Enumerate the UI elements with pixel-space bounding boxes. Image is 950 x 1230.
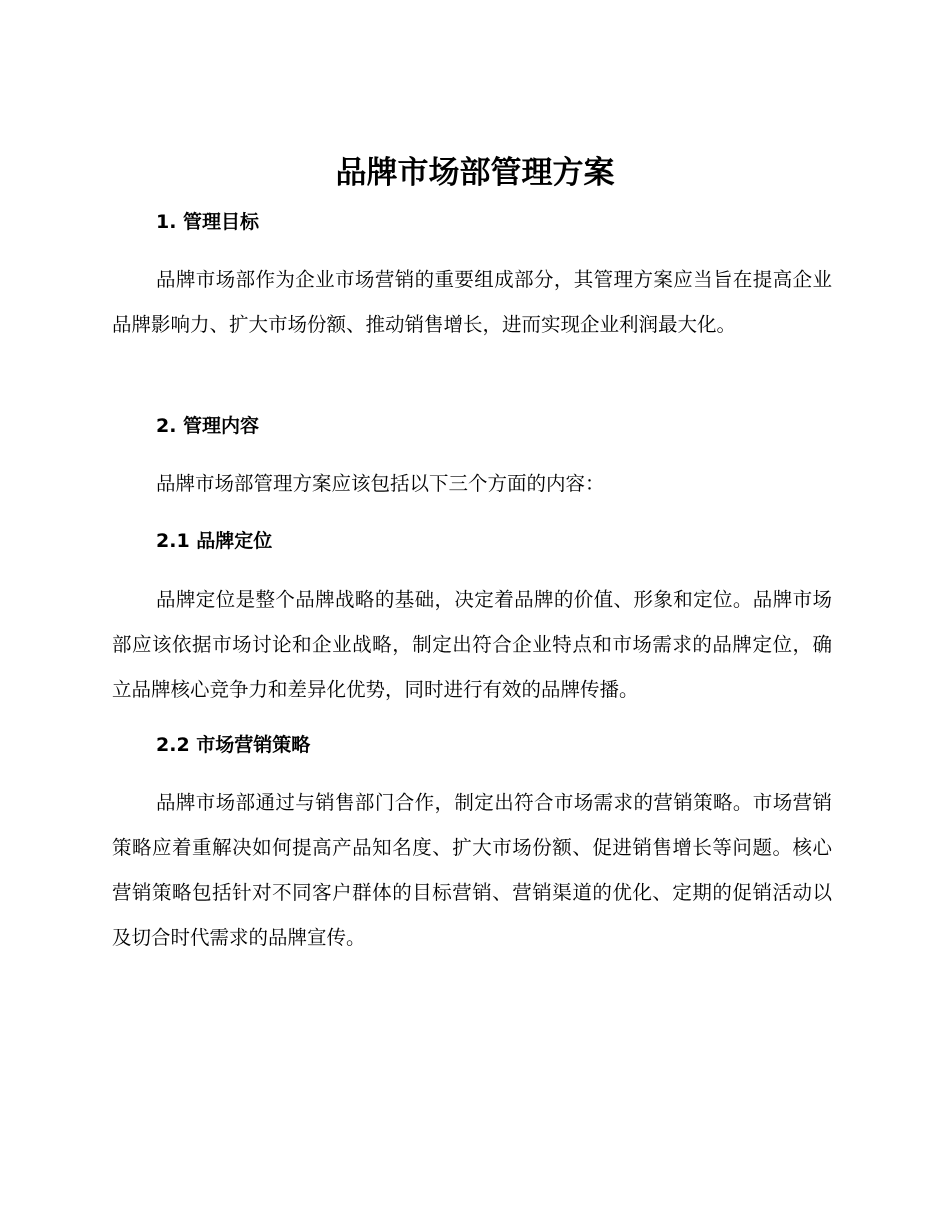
document-title: 品牌市场部管理方案 (335, 155, 615, 191)
section-paragraph-marketing-strategy: 品牌市场部通过与销售部门合作，制定出符合市场需求的营销策略。市场营销策略应着重解决如何提高产品知名度、扩大市场份额、促进销售增长等问题。核心营销策略包括针对不同客户群体的目标营销、营销渠道的优化、定期的促销活动以及切合时代需求的品牌宣传。 (112, 791, 832, 949)
section-paragraph-management-content: 品牌市场部管理方案应该包括以下三个方面的内容： (156, 472, 605, 495)
section-heading-marketing-strategy: 2.2 市场营销策略 (156, 734, 311, 756)
section-paragraph-brand-positioning: 品牌定位是整个品牌战略的基础，决定着品牌的价值、形象和定位。品牌市场部应该依据市场讨论和企业战略，制定出符合企业特点和市场需求的品牌定位，确立品牌核心竞争力和差异化优势，同时进行有效的品牌传播。 (112, 588, 832, 701)
section-heading-brand-positioning: 2.1 品牌定位 (156, 530, 273, 552)
section-paragraph-management-goal: 品牌市场部作为企业市场营销的重要组成部分，其管理方案应当旨在提高企业品牌影响力、扩大市场份额、推动销售增长，进而实现企业利润最大化。 (112, 268, 832, 336)
section-heading-management-goal: 1. 管理目标 (156, 211, 260, 233)
section-heading-management-content: 2. 管理内容 (156, 415, 260, 437)
